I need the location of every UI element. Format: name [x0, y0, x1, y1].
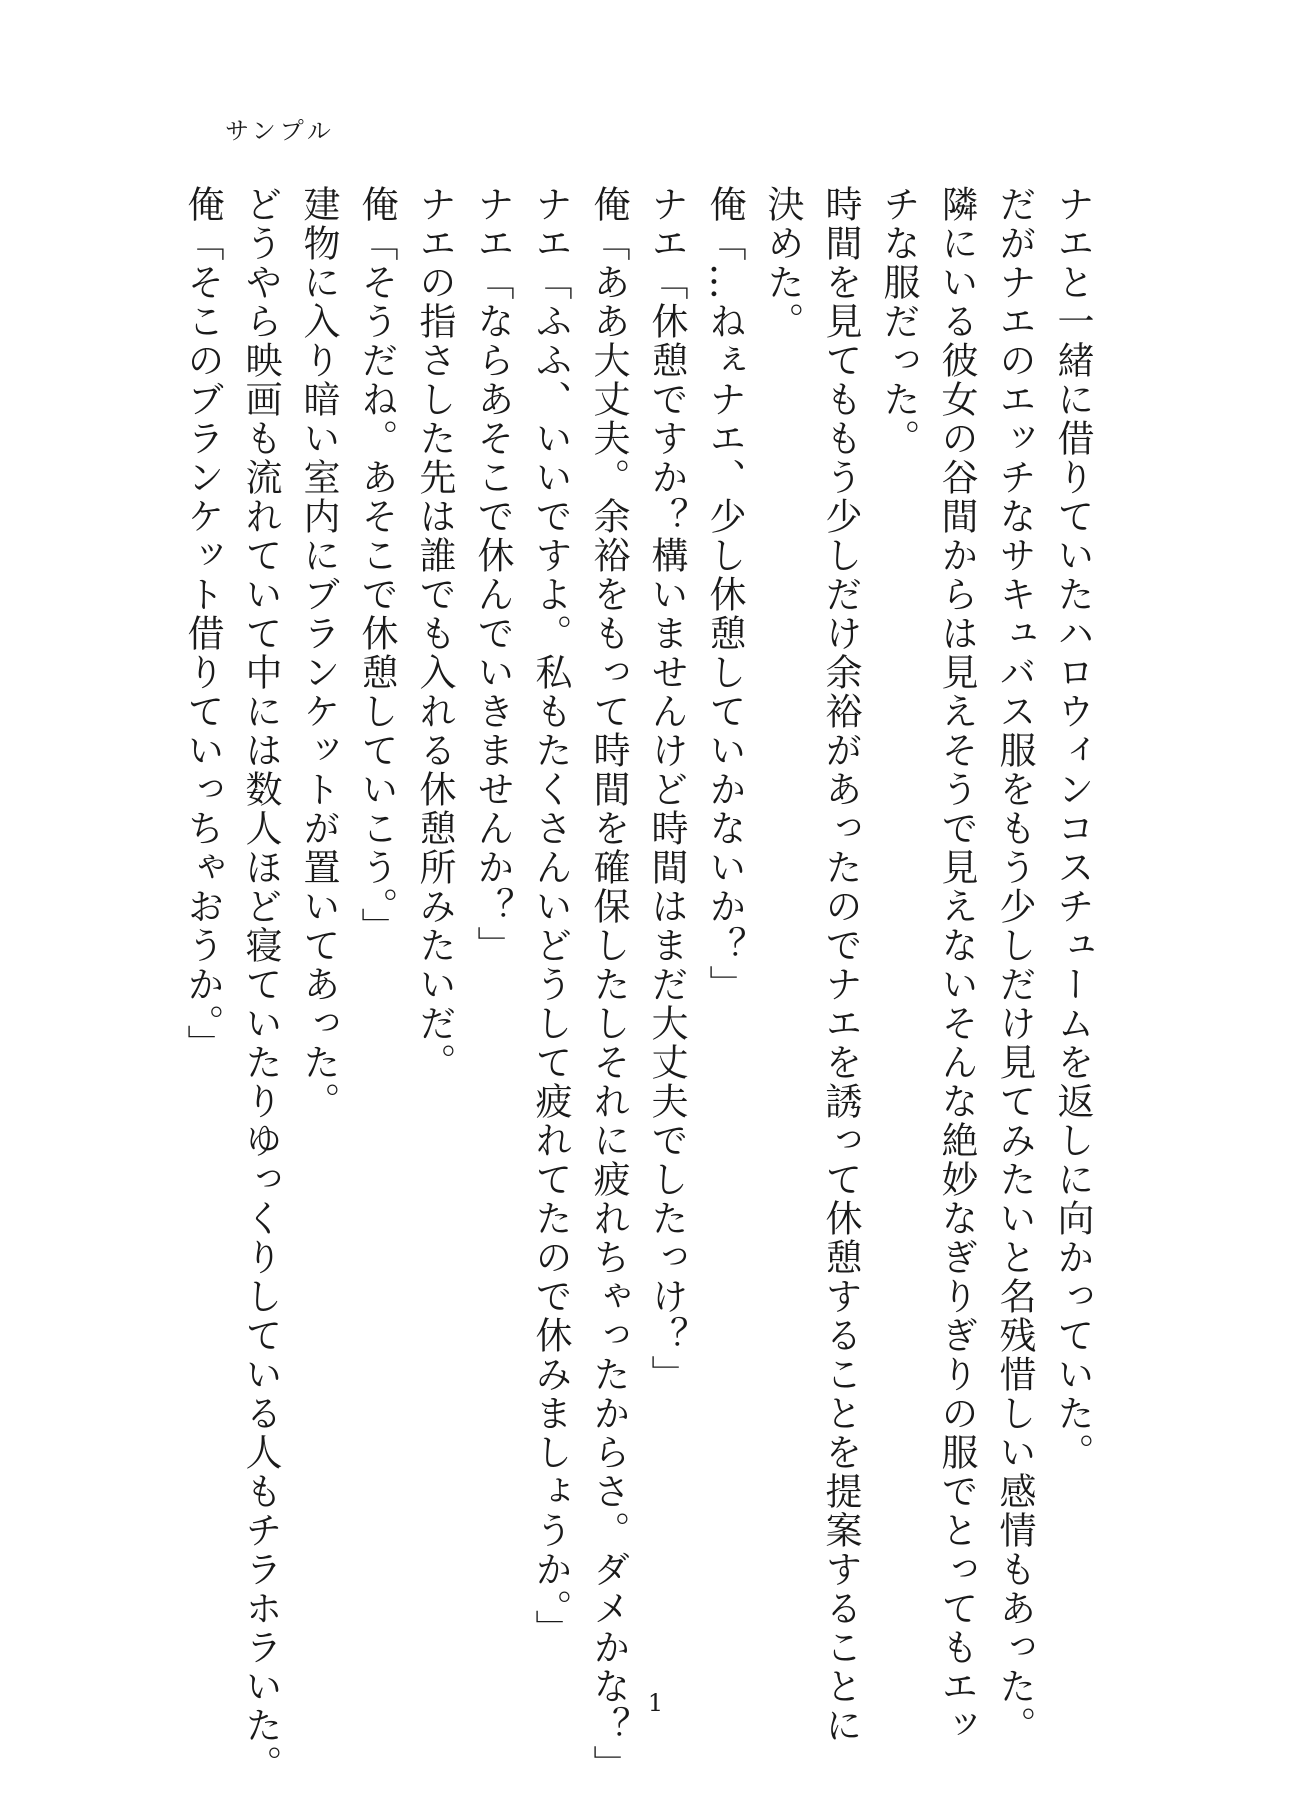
body-text: [173, 185, 1101, 1784]
text-line: どうやら映画も流れていて中には数人ほど寝ていたりゆっくりしている人もチラホラいた。: [239, 185, 282, 1784]
text-line: ナエの指さした先は誰でも入れる休憩所みたいだ。: [413, 185, 456, 1082]
page-number: 1: [647, 1689, 664, 1717]
text-line: 建物に入り暗い室内にブランケットが置いてあった。: [297, 185, 340, 1121]
text-line: 時間を見てももう少しだけ余裕があったのでナエを誘って休憩することを提案することに: [819, 185, 862, 1745]
text-line: 俺「…ねぇナエ、少し休憩していかないか？」: [703, 185, 746, 1004]
text-line: ナエ「ふふ、いいですよ。私もたくさんいどうして疲れてたので休みましょうか。」: [529, 185, 572, 1649]
text-line: だがナエのエッチなサキュバス服をもう少しだけ見てみたいと名残惜しい感情もあった。: [993, 185, 1036, 1745]
text-line: ナエ「休憩ですか？構いませんけど時間はまだ大丈夫でしたっけ？」: [645, 185, 688, 1394]
text-line: ナエと一緒に借りていたハロウィンコスチュームを返しに向かっていた。: [1051, 185, 1094, 1472]
text-line: 俺「そこのブランケット借りていっちゃおうか。」: [181, 185, 224, 1064]
header-label: サンプル: [225, 117, 335, 145]
text-line: チな服だった。: [877, 185, 920, 458]
text-line: 俺「そうだね。あそこで休憩していこう。」: [355, 185, 398, 947]
text-line: 隣にいる彼女の谷間からは見えそうで見えないそんな絶妙なぎりぎりの服でとってもエッ: [935, 185, 978, 1745]
text-line: 決めた。: [761, 185, 804, 341]
text-line: ナエ「ならあそこで休んでいきませんか？」: [471, 185, 514, 965]
text-line: 俺「ああ大丈夫。余裕をもって時間を確保したしそれに疲れちゃったからさ。ダメかな？」: [587, 185, 630, 1784]
